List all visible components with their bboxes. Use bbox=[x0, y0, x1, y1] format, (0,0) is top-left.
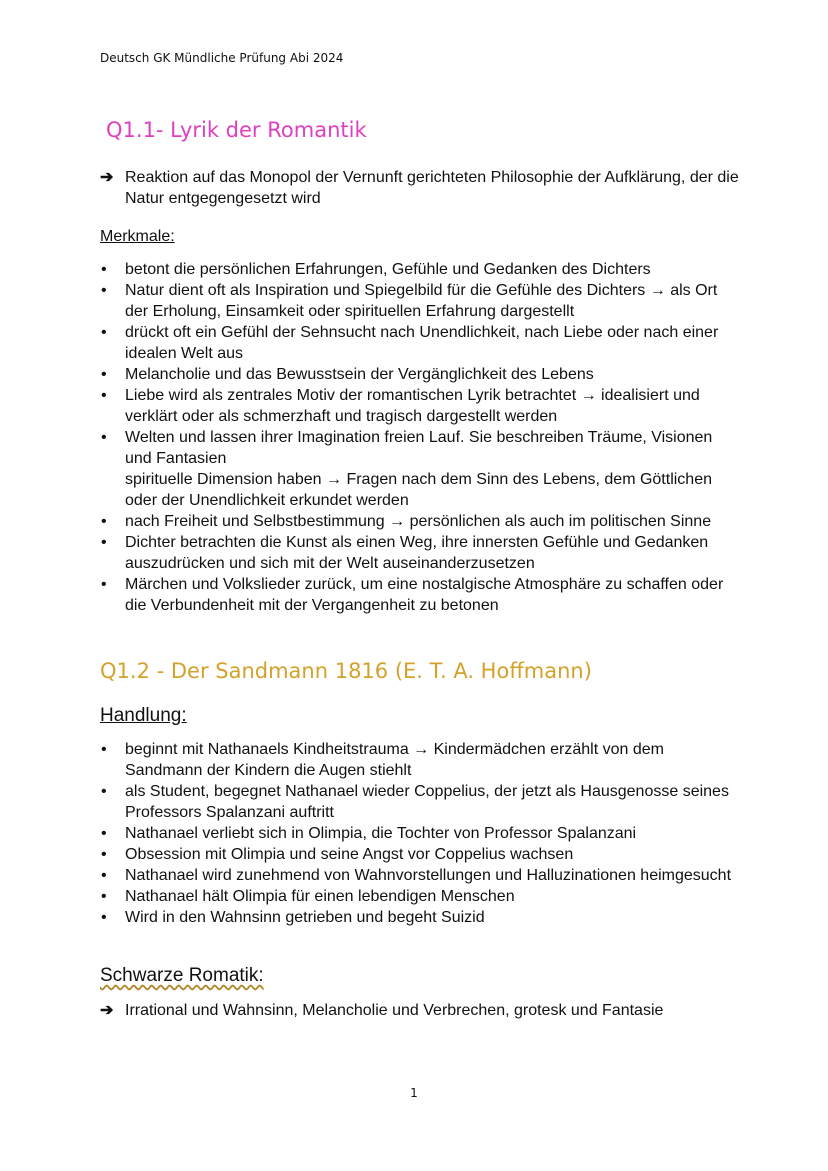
arrow-icon: ➔ bbox=[100, 1002, 114, 1019]
list-item: • Liebe wird als zentrales Motiv der romantischen Lyrik betrachtet → idealisiert und verklärt oder als schmerzhaft und tragisch dargestellt werden bbox=[100, 385, 740, 427]
intro-text: Reaktion auf das Monopol der Vernunft gerichteten Philosophie der Aufklärung, der die Natur entgegengesetzt wird bbox=[125, 169, 739, 207]
page-number: 1 bbox=[410, 1086, 418, 1100]
section-heading-sandmann: Q1.2 - Der Sandmann 1816 (E. T. A. Hoffmann) bbox=[100, 659, 592, 683]
list-item: • drückt oft ein Gefühl der Sehnsucht nach Unendlichkeit, nach Liebe oder nach einer idealen Welt aus bbox=[100, 322, 740, 364]
list-item: • Obsession mit Olimpia und seine Angst vor Coppelius wachsen bbox=[100, 844, 740, 865]
list-item: • Dichter betrachten die Kunst als einen Weg, ihre innersten Gefühle und Gedanken auszudrücken und sich mit der Welt auseinanderzusetzen bbox=[100, 532, 740, 574]
section-heading-romantik: Q1.1- Lyrik der Romantik bbox=[106, 118, 367, 142]
schwarze-romantik-label bbox=[100, 965, 264, 987]
list-item: • Welten und lassen ihrer Imagination freien Lauf. Sie beschreiben Träume, Visionen und Fantasien bbox=[100, 427, 740, 469]
schwarze-romantik-text: Schwarze Romatik: bbox=[100, 965, 264, 986]
list-item: • betont die persönlichen Erfahrungen, Gefühle und Gedanken des Dichters bbox=[100, 259, 740, 280]
list-item: • Melancholie und das Bewusstsein der Vergänglichkeit des Lebens bbox=[100, 364, 740, 385]
list-item: • Märchen und Volkslieder zurück, um eine nostalgische Atmosphäre zu schaffen oder die Verbundenheit mit der Vergangenheit zu betonen bbox=[100, 574, 740, 616]
summary-arrow-item bbox=[100, 1000, 740, 1021]
document-header: Deutsch GK Mündliche Prüfung Abi 2024 bbox=[100, 51, 344, 65]
intro-arrow-item bbox=[100, 167, 740, 209]
list-item: • als Student, begegnet Nathanael wieder Coppelius, der jetzt als Hausgenosse seines Professors Spalanzani auftritt bbox=[100, 781, 740, 823]
list-item: • Nathanael hält Olimpia für einen lebendigen Menschen bbox=[100, 886, 740, 907]
handlung-list bbox=[100, 739, 740, 928]
handlung-label: Handlung: bbox=[100, 705, 187, 726]
summary-text: Irrational und Wahnsinn, Melancholie und Verbrechen, grotesk und Fantasie bbox=[125, 1002, 664, 1019]
list-item: • Wird in den Wahnsinn getrieben und begeht Suizid bbox=[100, 907, 740, 928]
merkmale-list bbox=[100, 259, 740, 616]
list-item: • Nathanael verliebt sich in Olimpia, die Tochter von Professor Spalanzani bbox=[100, 823, 740, 844]
list-item: • Natur dient oft als Inspiration und Spiegelbild für die Gefühle des Dichters → als Ort der Erholung, Einsamkeit oder spirituellen Erfahrung dargestellt bbox=[100, 280, 740, 322]
list-item: • nach Freiheit und Selbstbestimmung → persönlichen als auch im politischen Sinne bbox=[100, 511, 740, 532]
list-item: • Nathanael wird zunehmend von Wahnvorstellungen und Halluzinationen heimgesucht bbox=[100, 865, 740, 886]
list-item-continuation: spirituelle Dimension haben → Fragen nach dem Sinn des Lebens, dem Göttlichen oder der Unendlichkeit erkundet werden bbox=[125, 471, 712, 509]
merkmale-label: Merkmale: bbox=[100, 228, 175, 245]
arrow-icon: ➔ bbox=[100, 169, 114, 186]
list-item: • beginnt mit Nathanaels Kindheitstrauma → Kindermädchen erzählt von dem Sandmann der Kindern die Augen stiehlt bbox=[100, 739, 740, 781]
